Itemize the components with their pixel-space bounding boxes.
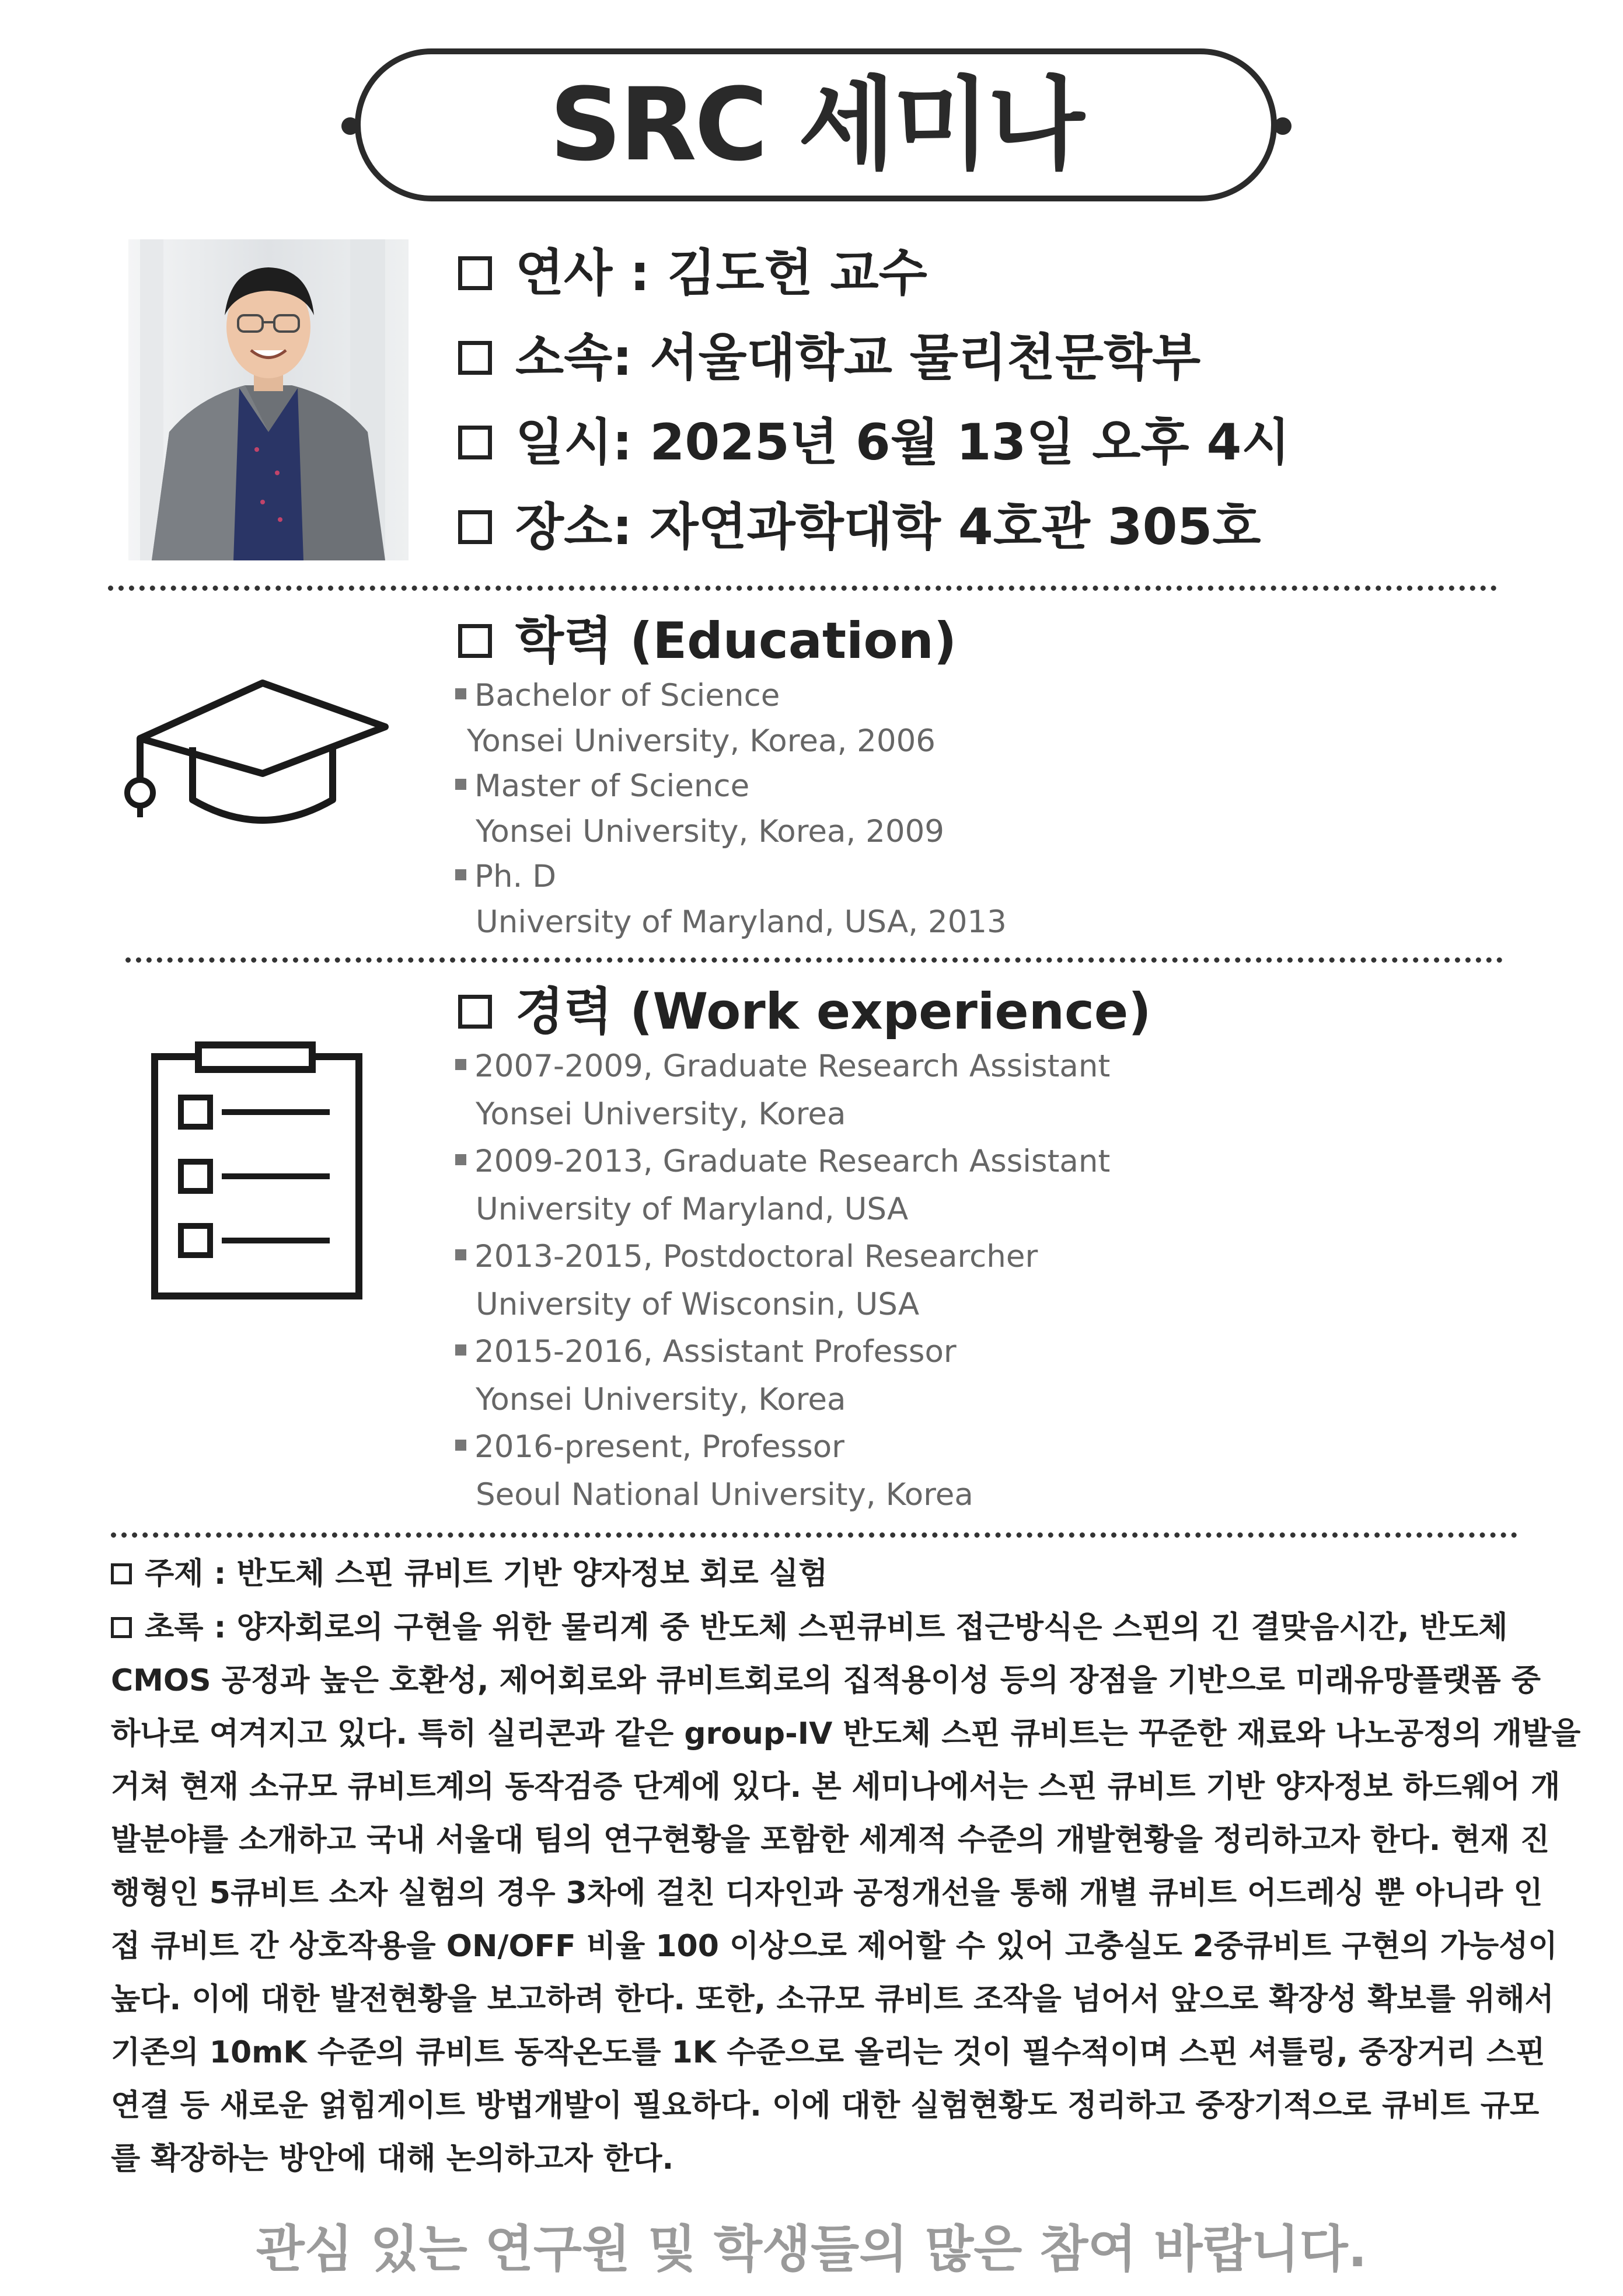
datetime-text: 일시: 2025년 6월 13일 오후 4시 [515,413,1290,472]
education-heading [458,612,957,670]
education-item [455,861,556,892]
graduation-cap-icon [117,671,397,841]
location-text: 장소: 자연과학대학 4호관 305호 [515,498,1261,556]
work-item [455,1334,957,1370]
divider-2 [125,957,1503,963]
bullet-icon [455,779,466,790]
info-speaker [458,244,927,302]
education-detail: University of Maryland, USA, 2013 [476,904,1007,940]
bullet-icon [455,1249,466,1260]
abstract-line: 초록 : 양자회로의 구현을 위한 물리계 중 반도체 스핀큐비트 접근방식은 스핀의 긴 결맞음시간, 반도체 [145,1610,1508,1645]
education-item [455,768,750,804]
education-detail: Yonsei University, Korea, 2006 [467,723,936,759]
education-item [455,680,780,711]
work-place: Seoul National University, Korea [476,1477,973,1513]
degree: Bachelor of Science [474,678,780,713]
checkbox-icon [458,426,492,459]
abstract-line: 를 확장하는 방안에 대해 논의하고자 한다. [111,2141,674,2176]
work-item [455,1048,1111,1084]
divider-1 [108,586,1497,591]
work-item [455,1429,844,1465]
work-place: University of Maryland, USA [476,1191,909,1227]
work-heading-text: 경력 (Work experience) [515,982,1151,1041]
abstract-first-line [111,1612,1507,1643]
bullet-icon [455,1344,466,1356]
abstract-line: 거쳐 현재 소규모 큐비트계의 동작검증 단계에 있다. 본 세미나에서는 스핀 큐비트 기반 양자정보 하드웨어 개 [111,1769,1561,1804]
abstract-line: CMOS 공정과 높은 호환성, 제어회로와 큐비트회로의 집적용이성 등의 장점을 기반으로 미래유망플랫폼 중 [111,1663,1541,1698]
title-banner [355,48,1277,201]
info-location [458,498,1261,556]
clipboard-checklist-icon [146,1039,368,1302]
degree: Ph. D [474,859,557,894]
page-title: SRC 세미나 [549,66,1083,183]
speaker-text: 연사 : 김도헌 교수 [515,244,927,302]
bullet-icon [455,869,466,880]
abstract-line: 접 큐비트 간 상호작용을 ON/OFF 비율 100 이상으로 제어할 수 있어 고충실도 2중큐비트 구현의 가능성이 [111,1929,1558,1964]
info-affiliation [458,329,1201,387]
abstract-line: 기존의 10mK 수준의 큐비트 동작온도를 1K 수준으로 올리는 것이 필수적이며 스핀 셔틀링, 중장거리 스핀 [111,2035,1545,2070]
work-role: 2016-present, Professor [474,1429,844,1465]
bullet-icon [455,1059,466,1070]
abstract-line: 연결 등 새로운 얽힘게이트 방법개발이 필요하다. 이에 대한 실험현황도 정리하고 중장기적으로 큐비트 규모 [111,2088,1540,2123]
speaker-photo [128,239,409,560]
closing-message: 관심 있는 연구원 및 학생들의 많은 참여 바랍니다. [256,2220,1367,2278]
checkbox-icon [458,510,492,544]
work-place: Yonsei University, Korea [476,1096,846,1132]
checkbox-icon [111,1617,132,1638]
topic-text: 주제 : 반도체 스핀 큐비트 기반 양자정보 회로 실험 [145,1556,828,1591]
abstract-line: 높다. 이에 대한 발전현황을 보고하려 한다. 또한, 소규모 큐비트 조작을 넘어서 앞으로 확장성 확보를 위해서 [111,1982,1554,2017]
abstract-line: 하나로 여겨지고 있다. 특히 실리콘과 같은 group-IV 반도체 스핀 큐비트는 꾸준한 재료와 나노공정의 개발을 [111,1716,1581,1751]
abstract-line: 발분야를 소개하고 국내 서울대 팀의 연구현황을 포함한 세계적 수준의 개발현황을 정리하고자 한다. 현재 진 [111,1823,1550,1858]
work-role: 2007-2009, Graduate Research Assistant [474,1048,1111,1084]
abstract-line: 행형인 5큐비트 소자 실험의 경우 3차에 걸친 디자인과 공정개선을 통해 개별 큐비트 어드레싱 뿐 아니라 인 [111,1876,1543,1911]
bullet-icon [455,1440,466,1451]
divider-3 [111,1532,1517,1538]
work-role: 2013-2015, Postdoctoral Researcher [474,1239,1038,1274]
checkbox-icon [458,995,492,1029]
degree: Master of Science [474,768,750,804]
bullet-icon [455,1154,466,1165]
work-item [455,1241,1038,1272]
work-place: Yonsei University, Korea [476,1382,846,1417]
work-heading [458,982,1151,1041]
bullet-icon [455,688,466,699]
education-detail: Yonsei University, Korea, 2009 [476,814,945,849]
work-role: 2009-2013, Graduate Research Assistant [474,1144,1111,1179]
info-datetime [458,413,1290,472]
checkbox-icon [111,1563,132,1584]
checkbox-icon [458,341,492,375]
education-heading-text: 학력 (Education) [515,612,957,670]
work-role: 2015-2016, Assistant Professor [474,1334,957,1370]
work-item [455,1146,1110,1177]
work-place: University of Wisconsin, USA [476,1287,920,1322]
topic [111,1556,828,1591]
checkbox-icon [458,624,492,658]
checkbox-icon [458,256,492,290]
affiliation-text: 소속: 서울대학교 물리천문학부 [515,329,1201,387]
